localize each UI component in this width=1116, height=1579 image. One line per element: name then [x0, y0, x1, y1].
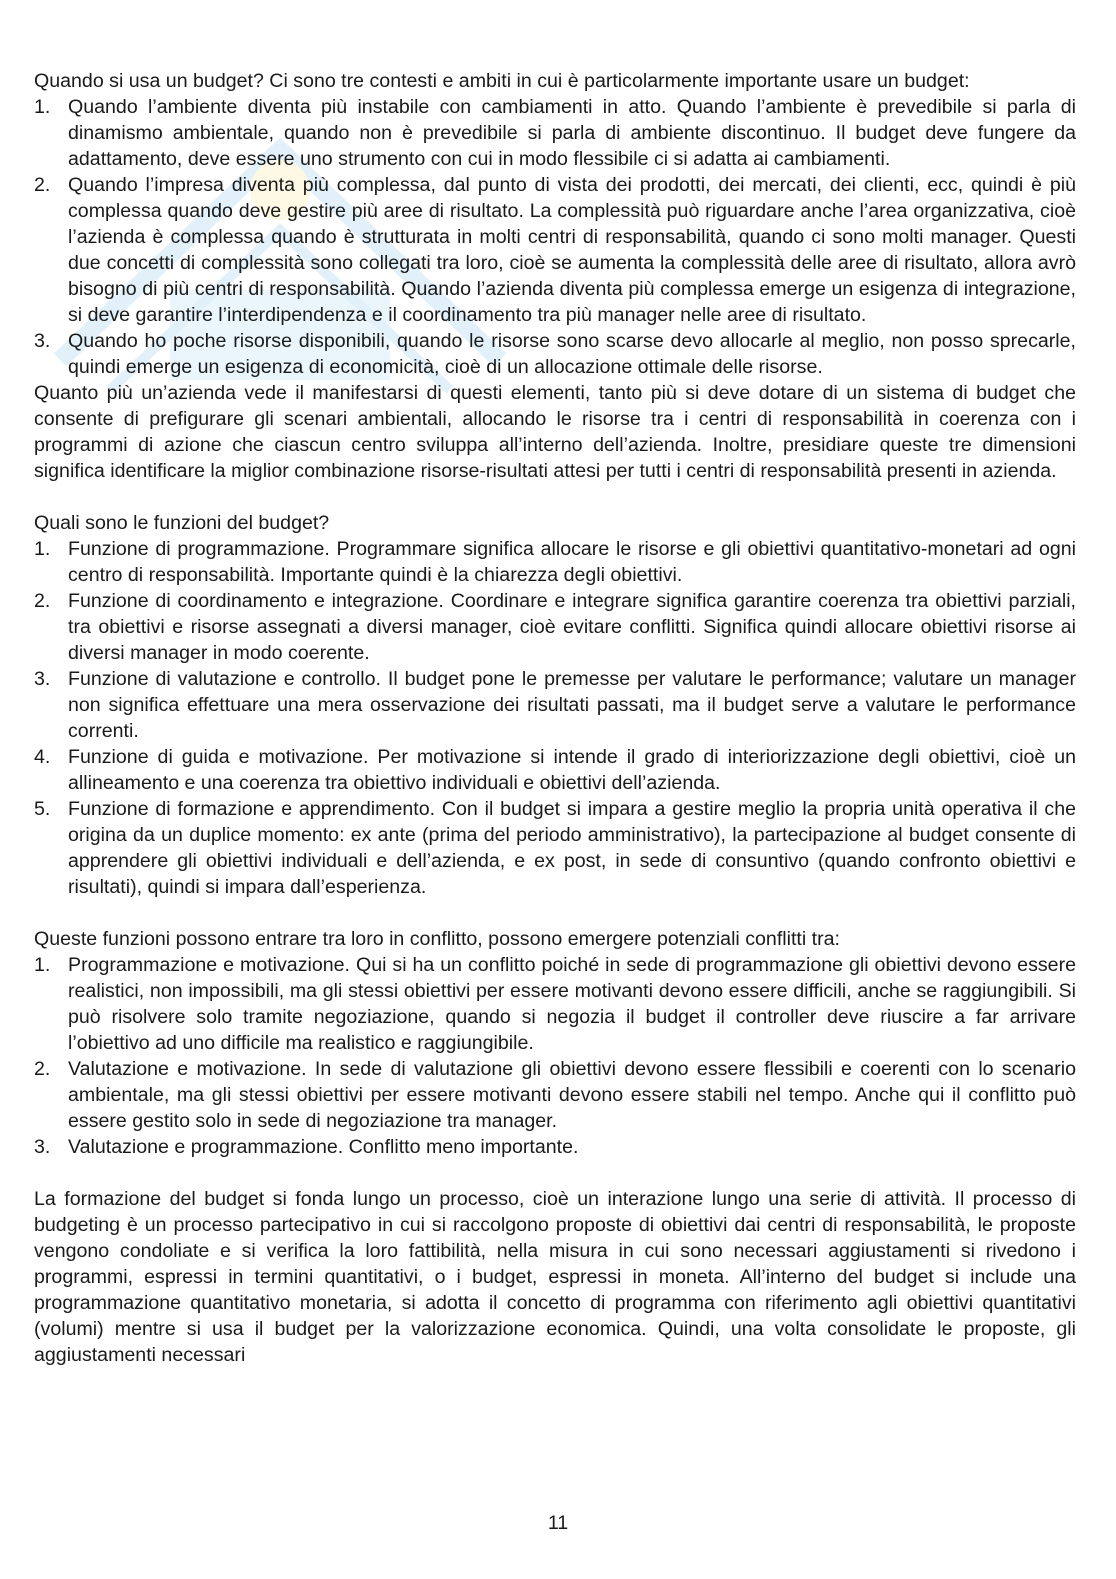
list-item: 4. Funzione di guida e motivazione. Per motivazione si intende il grado di interiorizzazione degli obiettivi, cioè un allineamento e una coerenza tra obiettivo individuali e obiettivi dell’azienda.	[34, 746, 1076, 794]
list-item: 3. Quando ho poche risorse disponibili, quando le risorse sono scarse devo allocarle al meglio, non posso sprecarle, quindi emerge un esigenza di economicità, cioè di un allocazione ottimale delle risorse.	[34, 330, 1076, 378]
list-item: 3. Funzione di valutazione e controllo. Il budget pone le premesse per valutare le performance; valutare un manager non significa effettuare una mera osservazione dei risultati passati, ma il budget serve a valutare le performance correnti.	[34, 668, 1076, 742]
section2-intro: Quali sono le funzioni del budget?	[34, 512, 330, 534]
list-item: 5. Funzione di formazione e apprendimento. Con il budget si impara a gestire meglio la propria unità operativa il che origina da un duplice momento: ex ante (prima del periodo amministrativo), la partecipazione al budget consente di apprendere gli obiettivi individuali e dell’azienda, e ex post, in sede di consuntivo (quando confronto obiettivi e risultati), quindi si impara dall’esperienza.	[34, 798, 1076, 898]
section4-paragraph: La formazione del budget si fonda lungo un processo, cioè un interazione lungo una serie di attività. Il processo di budgeting è un processo partecipativo in cui si raccolgono proposte di obiettivi dai centri di responsabilità, le proposte vengono condoliate e si verifica la loro fattibilità, nella misura in cui sono necessari aggiustamenti si rivedono i programmi, espressi in termini quantitativi, o i budget, espressi in moneta. All’interno del budget si include una programmazione quantitativo monetaria, si adotta il concetto di programma con riferimento agli obiettivi quantitativi (volumi) mentre si usa il budget per la valorizzazione economica. Quindi, una volta consolidate le proposte, gli aggiustamenti necessari	[34, 1188, 1076, 1366]
list-item: 1. Programmazione e motivazione. Qui si ha un conflitto poiché in sede di programmazione gli obiettivi devono essere realistici, non impossibili, ma gli stessi obiettivi per essere motivanti devono essere difficili, anche se raggiungibili. Si può risolvere solo tramite negoziazione, quando si negozia il budget il controller deve riuscire a far arrivare l’obiettivo ad uno difficile ma realistico e raggiungibile.	[34, 954, 1076, 1054]
page-number: 11	[547, 1512, 569, 1534]
section2-list	[34, 536, 1076, 900]
section1-list	[34, 94, 1076, 380]
list-item: 1. Quando l’ambiente diventa più instabile con cambiamenti in atto. Quando l’ambiente è prevedibile si parla di dinamismo ambientale, quando non è prevedibile si parla di ambiente discontinuo. Il budget deve fungere da adattamento, deve essere uno strumento con cui in modo flessibile ci si adatta ai cambiamenti.	[34, 96, 1076, 170]
document-body	[34, 68, 1076, 1368]
section3-list	[34, 952, 1076, 1160]
list-item: 2. Quando l’impresa diventa più complessa, dal punto di vista dei prodotti, dei mercati, dei clienti, ecc, quindi è più complessa quando deve gestire più aree di risultato. La complessità può riguardare anche l’area organizzativa, cioè l’azienda è complessa quando è strutturata in molti centri di responsabilità, quando ci sono molti manager. Questi due concetti di complessità sono collegati tra loro, cioè se aumenta la complessità delle aree di risultato, allora avrò bisogno di più centri di responsabilità. Quando l’azienda diventa più complessa emerge un esigenza di integrazione, si deve garantire l’interdipendenza e il coordinamento tra più manager nelle aree di risultato.	[34, 174, 1076, 326]
list-item: 1. Funzione di programmazione. Programmare significa allocare le risorse e gli obiettivi quantitativo-monetari ad ogni centro di responsabilità. Importante quindi è la chiarezza degli obiettivi.	[34, 538, 1076, 586]
list-item: 2. Valutazione e motivazione. In sede di valutazione gli obiettivi devono essere flessibili e coerenti con lo scenario ambientale, ma gli stessi obiettivi per essere motivanti devono essere stabili nel tempo. Anche qui il conflitto può essere gestito solo in sede di negoziazione tra manager.	[34, 1058, 1076, 1132]
section1-intro: Quando si usa un budget? Ci sono tre contesti e ambiti in cui è particolarmente importante usare un budget:	[34, 70, 970, 92]
list-item: 2. Funzione di coordinamento e integrazione. Coordinare e integrare significa garantire coerenza tra obiettivi parziali, tra obiettivi e risorse assegnati a diversi manager, cioè evitare conflitti. Significa quindi allocare obiettivi risorse ai diversi manager in modo coerente.	[34, 590, 1076, 664]
section3-intro: Queste funzioni possono entrare tra loro in conflitto, possono emergere potenziali conflitti tra:	[34, 928, 840, 950]
section1-closing: Quanto più un’azienda vede il manifestarsi di questi elementi, tanto più si deve dotare di un sistema di budget che consente di prefigurare gli scenari ambientali, allocando le risorse tra i centri di responsabilità in coerenza con i programmi di azione che ciascun centro sviluppa all’interno dell’azienda. Inoltre, presidiare queste tre dimensioni significa identificare la miglior combinazione risorse-risultati attesi per tutti i centri di responsabilità presenti in azienda.	[34, 382, 1076, 482]
list-item: 3. Valutazione e programmazione. Conflitto meno importante.	[34, 1136, 579, 1158]
